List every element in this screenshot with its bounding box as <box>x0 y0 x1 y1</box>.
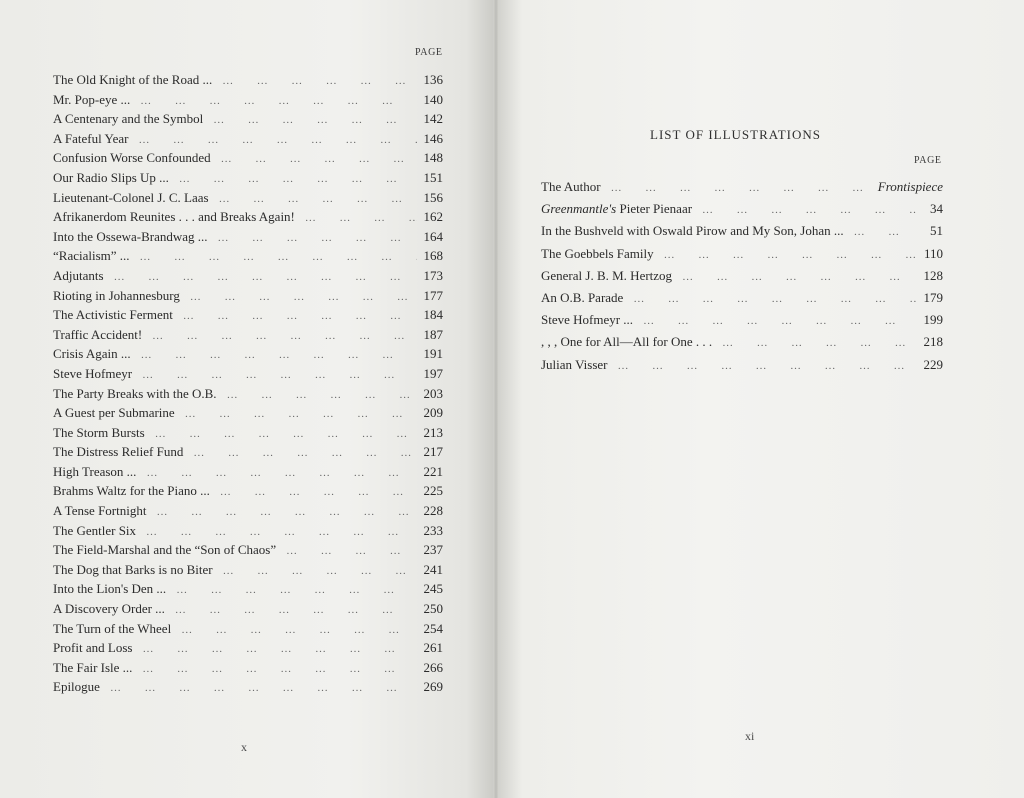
entry-page-number: 261 <box>423 640 443 656</box>
entry-title-italic: Greenmantle's <box>541 201 617 217</box>
entry-page-number: 203 <box>423 385 443 401</box>
left-page-column-heading: PAGE <box>415 47 443 58</box>
entry-page-number: 148 <box>423 150 443 166</box>
entry-page-number: 228 <box>423 503 443 519</box>
entry-page-number: 128 <box>923 267 943 283</box>
dot-leader <box>295 209 417 227</box>
entry-title: Into the Ossewa-Brandwag ... <box>53 228 208 244</box>
entry-title: General J. B. M. Hertzog <box>541 267 673 283</box>
entry-page-number: 245 <box>423 581 443 597</box>
entry-title: Rioting in Johannesburg <box>53 287 180 303</box>
entry-title: Brahms Waltz for the Piano ... <box>53 483 210 499</box>
entry-title: The Storm Bursts <box>53 424 145 440</box>
entry-title: Traffic Accident! <box>53 326 143 342</box>
contents-entry <box>53 462 443 482</box>
contents-entry <box>53 325 443 345</box>
dot-leader <box>169 170 417 188</box>
entry-title: Our Radio Slips Up ... <box>53 169 169 185</box>
dot-leader <box>173 307 417 325</box>
entry-title: Confusion Worse Confounded <box>53 150 211 166</box>
entry-title: Steve Hofmeyr ... <box>541 312 634 328</box>
entry-title: A Fateful Year <box>53 130 129 146</box>
contents-entry <box>53 109 443 129</box>
contents-entry <box>53 638 443 658</box>
entry-page-number: 269 <box>423 679 443 695</box>
entry-page-number: 209 <box>423 405 443 421</box>
entry-page-number: 241 <box>423 561 443 577</box>
entry-page-number: 213 <box>423 424 443 440</box>
illustration-entry <box>541 243 943 265</box>
entry-page-number: 177 <box>423 287 443 303</box>
entry-page-number: 168 <box>423 248 443 264</box>
dot-leader <box>209 190 417 208</box>
entry-page-number: 110 <box>923 245 943 261</box>
right-page-column-heading: PAGE <box>914 155 942 166</box>
contents-entry <box>53 266 443 286</box>
contents-entry <box>53 168 443 188</box>
dot-leader <box>132 366 417 384</box>
contents-entry <box>53 677 443 697</box>
dot-leader <box>601 177 878 198</box>
illustration-entry <box>541 176 943 198</box>
dot-leader <box>211 150 417 168</box>
dot-leader <box>132 660 417 678</box>
entry-title: An O.B. Parade <box>541 289 624 305</box>
entry-title: The Activistic Ferment <box>53 307 173 323</box>
dot-leader <box>203 111 417 129</box>
entry-page-number: 140 <box>423 91 443 107</box>
entry-page-number: 254 <box>423 620 443 636</box>
contents-entry <box>53 188 443 208</box>
dot-leader <box>100 679 417 697</box>
entry-title: Afrikanerdom Reunites . . . and Breaks Again! <box>53 209 295 225</box>
illustration-entry <box>541 198 943 220</box>
contents-entry <box>53 501 443 521</box>
illustration-entry <box>541 354 943 376</box>
contents-entry <box>53 619 443 639</box>
contents-entry <box>53 70 443 90</box>
contents-entry <box>53 286 443 306</box>
contents-entry <box>53 344 443 364</box>
entry-title: A Centenary and the Symbol <box>53 111 204 127</box>
dot-leader <box>183 444 417 462</box>
dot-leader <box>131 346 417 364</box>
dot-leader <box>128 131 417 149</box>
contents-entry <box>53 364 443 384</box>
contents-entry <box>53 129 443 149</box>
dot-leader <box>672 266 917 287</box>
entry-page-number: 179 <box>923 289 943 305</box>
contents-entry <box>53 658 443 678</box>
illustration-entry <box>541 309 943 331</box>
dot-leader <box>180 288 417 306</box>
entry-page-number: 233 <box>423 522 443 538</box>
dot-leader <box>633 310 917 331</box>
dot-leader <box>210 483 417 501</box>
dot-leader <box>142 327 417 345</box>
entry-title: Crisis Again ... <box>53 346 131 362</box>
contents-entry <box>53 423 443 443</box>
dot-leader <box>844 221 917 242</box>
dot-leader <box>166 581 417 599</box>
dot-leader <box>146 503 417 521</box>
dot-leader <box>208 229 417 247</box>
entry-page-number: 218 <box>923 334 943 350</box>
dot-leader <box>165 601 417 619</box>
contents-entry <box>53 442 443 462</box>
dot-leader <box>217 386 417 404</box>
entry-title: Into the Lion's Den ... <box>53 581 167 597</box>
illustration-entry <box>541 265 943 287</box>
entry-title: Profit and Loss <box>53 640 133 656</box>
illustration-entry <box>541 220 943 242</box>
contents-entry <box>53 148 443 168</box>
entry-page-number: 199 <box>923 312 943 328</box>
entry-title: The Goebbels Family <box>541 245 654 261</box>
dot-leader <box>712 332 917 353</box>
dot-leader <box>136 523 417 541</box>
dot-leader <box>212 72 417 90</box>
entry-title: The Fair Isle ... <box>53 659 133 675</box>
dot-leader <box>136 464 417 482</box>
illustration-entry <box>541 331 943 353</box>
entry-title: The Author <box>541 179 601 194</box>
entry-title: A Discovery Order ... <box>53 601 165 617</box>
entry-title: The Turn of the Wheel <box>53 620 172 636</box>
dot-leader <box>692 199 917 220</box>
entry-page-number: 156 <box>423 189 443 205</box>
entry-page-number: 162 <box>423 209 443 225</box>
entry-page-number: 173 <box>423 267 443 283</box>
entry-page-number: 191 <box>423 346 443 362</box>
dot-leader <box>171 621 417 639</box>
dot-leader <box>213 562 417 580</box>
entry-page-number: 151 <box>423 169 443 185</box>
dot-leader <box>132 640 417 658</box>
entry-page-number: 237 <box>423 542 443 558</box>
dot-leader <box>654 244 917 265</box>
entry-title: High Treason ... <box>53 463 137 479</box>
contents-entry <box>53 90 443 110</box>
entry-title: , , , One for All—All for One . . . <box>541 334 713 350</box>
dot-leader <box>130 92 417 110</box>
entry-title: Epilogue <box>53 679 100 695</box>
entry-page-number: 136 <box>423 72 443 87</box>
entry-title: “Racialism” ... <box>53 248 130 264</box>
contents-entry <box>53 305 443 325</box>
entry-page-number: 197 <box>423 365 443 381</box>
entry-page-number: 184 <box>423 307 443 323</box>
entry-title: The Party Breaks with the O.B. <box>53 385 217 401</box>
entry-page-number: 187 <box>423 326 443 342</box>
contents-entry <box>53 227 443 247</box>
contents-entry <box>53 579 443 599</box>
entry-title: Steve Hofmeyr <box>53 365 133 381</box>
entry-title: The Old Knight of the Road ... <box>53 72 213 87</box>
entry-title: The Dog that Barks is no Biter <box>53 561 213 577</box>
contents-entry <box>53 207 443 227</box>
entry-title-rest: Pieter Pienaar <box>616 201 693 217</box>
entry-title <box>541 198 692 220</box>
entry-title: Adjutants <box>53 267 104 283</box>
entry-page-number: 142 <box>423 111 443 127</box>
dot-leader <box>104 268 417 286</box>
left-page-folio: x <box>241 740 247 754</box>
contents-entry <box>53 481 443 501</box>
contents-list <box>53 70 443 697</box>
entry-title: A Guest per Submarine <box>53 405 175 421</box>
entry-page-number: Frontispiece <box>877 179 943 194</box>
contents-entry <box>53 384 443 404</box>
illustrations-list <box>541 176 943 376</box>
dot-leader <box>145 425 417 443</box>
entry-page-number: 34 <box>930 201 943 217</box>
entry-title: The Field-Marshal and the “Son of Chaos” <box>53 542 277 558</box>
right-page <box>496 0 1024 798</box>
entry-page-number: 217 <box>423 444 443 460</box>
entry-page-number: 221 <box>423 463 443 479</box>
entry-page-number: 225 <box>423 483 443 499</box>
illustration-entry <box>541 287 943 309</box>
dot-leader <box>130 248 417 266</box>
entry-title: The Gentler Six <box>53 522 137 538</box>
dot-leader <box>276 542 417 560</box>
entry-title: In the Bushveld with Oswald Pirow and My Son, Johan ... <box>541 223 844 239</box>
entry-page-number: 146 <box>423 130 443 146</box>
entry-title: The Distress Relief Fund <box>53 444 184 460</box>
illustrations-section-title: LIST OF ILLUSTRATIONS <box>650 127 821 142</box>
book-gutter <box>493 0 499 798</box>
entry-page-number: 266 <box>423 659 443 675</box>
right-page-folio: xi <box>745 729 755 743</box>
contents-entry <box>53 403 443 423</box>
contents-entry <box>53 521 443 541</box>
entry-title: Julian Visser <box>541 356 608 372</box>
contents-entry <box>53 246 443 266</box>
left-page <box>0 0 496 798</box>
entry-title: Mr. Pop-eye ... <box>53 91 131 107</box>
entry-page-number: 229 <box>923 356 943 372</box>
entry-title: Lieutenant-Colonel J. C. Laas <box>53 189 209 205</box>
dot-leader <box>608 355 917 376</box>
entry-page-number: 51 <box>930 223 943 239</box>
dot-leader <box>175 405 417 423</box>
entry-title: A Tense Fortnight <box>53 503 147 519</box>
dot-leader <box>623 288 917 309</box>
contents-entry <box>53 599 443 619</box>
contents-entry <box>53 560 443 580</box>
entry-page-number: 164 <box>423 228 443 244</box>
contents-entry <box>53 540 443 560</box>
entry-page-number: 250 <box>423 601 443 617</box>
